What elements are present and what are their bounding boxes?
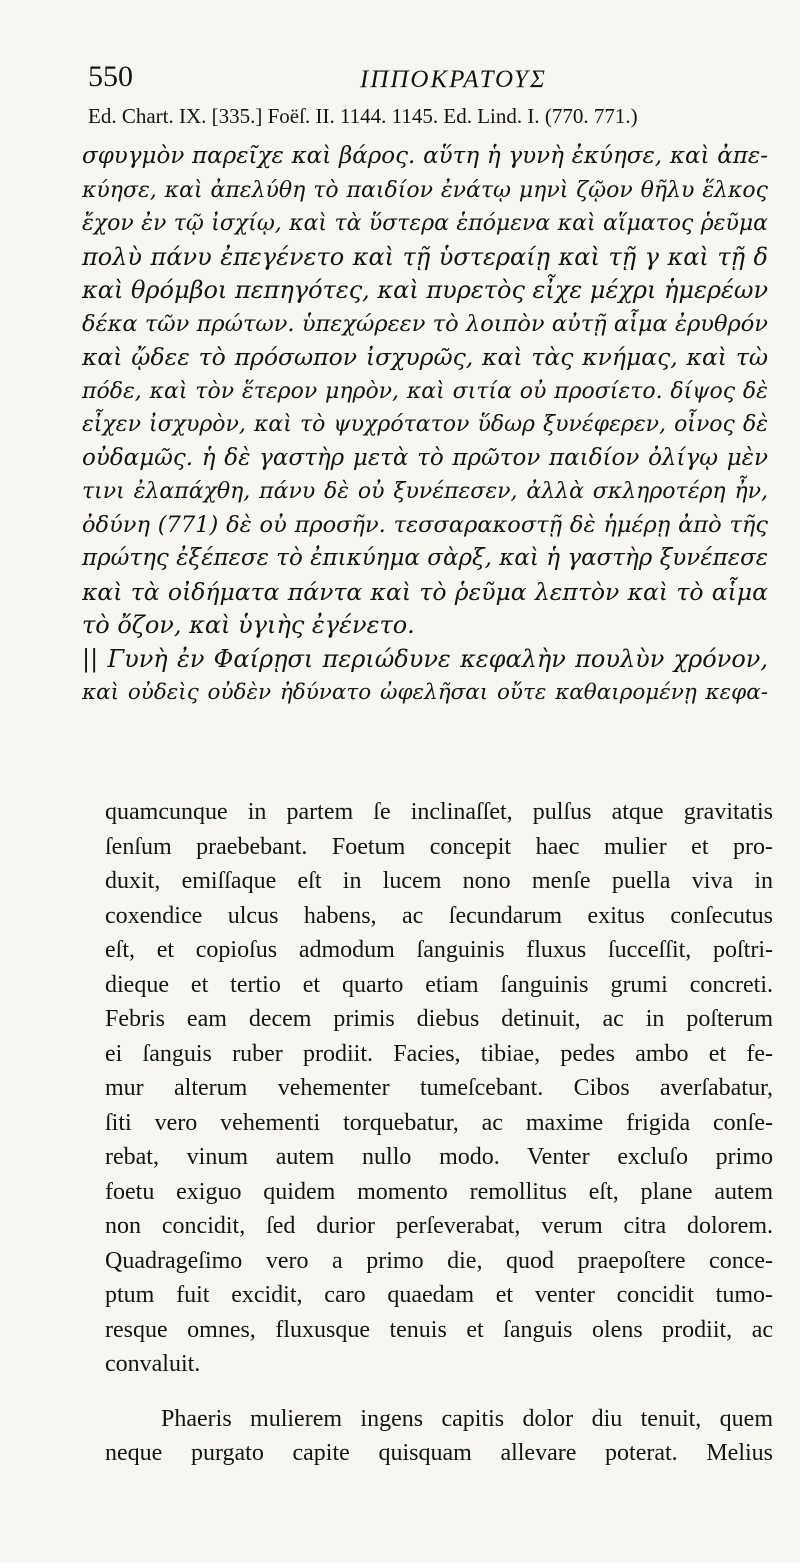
latin-line: resque omnes, fluxusque tenuis et ſanguis olens prodiit, ac [105, 1316, 773, 1343]
latin-line: ſenſum praebebant. Foetum concepit haec mulier et pro- [105, 833, 773, 860]
page-header [88, 60, 728, 100]
greek-line: καὶ τὰ οἰδήματα πάντα καὶ τὸ ῥεῦμα λεπτὸν καὶ τὸ αἷμα [82, 577, 768, 606]
latin-line: mur alterum vehementer tumeſcebant. Cibos averſabatur, [105, 1075, 773, 1101]
greek-line: τὸ ὄζον, καὶ ὑγιὴς ἐγένετο. [82, 611, 415, 639]
latin-line: neque purgato capite quisquam allevare poterat. Melius [105, 1440, 773, 1466]
greek-line: ἔχον ἐν τῷ ἰσχίῳ, καὶ τὰ ὕστερα ἑπόμενα καὶ αἵματος ῥεῦμα [82, 211, 768, 236]
latin-line: Febris eam decem primis diebus detinuit, ac in poſterum [105, 1006, 773, 1032]
latin-line: Quadrageſimo vero a primo die, quod praepoſtere conce- [105, 1247, 773, 1274]
paragraph-gap [105, 1382, 773, 1402]
latin-line: convaluit. [105, 1351, 201, 1377]
greek-line: τινι ἐλαπάχθη, πάνυ δὲ οὐ ξυνέπεσεν, ἀλλὰ σκληροτέρη ἦν, [82, 479, 768, 504]
edition-reference-line: Ed. Chart. IX. [335.] Foëſ. II. 1144. 1145. Ed. Lind. I. (770. 771.) [88, 104, 638, 128]
latin-line: foetu exiguo quidem momento remollitus eſt, plane autem [105, 1178, 773, 1205]
latin-line: rebat, vinum autem nullo modo. Venter excluſo primo [105, 1144, 773, 1170]
greek-line: πρώτης ἐξέπεσε τὸ ἐπικύημα σὰρξ, καὶ ἡ γαστὴρ ξυνέπεσε [82, 545, 769, 571]
greek-line: κύησε, καὶ ἀπελύθη τὸ παιδίον ἐνάτῳ μηνὶ ζῷον θῆλυ ἕλκος [82, 177, 768, 203]
greek-line: σφυγμὸν παρεῖχε καὶ βάρος. αὕτη ἡ γυνὴ ἐκύησε, καὶ ἀπε- [82, 143, 768, 169]
greek-line: πολὺ πάνυ ἐπεγένετο καὶ τῇ ὑστεραίῃ καὶ τῇ γ καὶ τῇ δ [82, 242, 768, 271]
greek-text-block [82, 140, 768, 710]
running-title: ΙΠΠΟΚΡΑΤΟΥΣ [360, 66, 547, 93]
latin-line: duxit, emiſſaque eſt in lucem nono menſe puella viva in [105, 868, 773, 894]
latin-line: ſiti vero vehementi torquebatur, ac maxime frigida conſe- [105, 1109, 773, 1136]
latin-line: ptum fuit excidit, caro quaedam et venter concidit tumo- [105, 1282, 773, 1308]
latin-line: eſt, et copioſus admodum ſanguinis fluxus ſucceſſit, poſtri- [105, 937, 773, 963]
page-number: 550 [88, 60, 133, 93]
latin-text-block [105, 795, 773, 1471]
greek-line: δέκα τῶν πρώτων. ὑπεχώρεεν τὸ λοιπὸν αὐτῇ αἷμα ἐρυθρόν [82, 310, 768, 337]
greek-line: || Γυνὴ ἐν Φαίρῃσι περιώδυνε κεφαλὴν πουλὺν χρόνον, [82, 644, 768, 673]
greek-line: ὀδύνη (771) δὲ οὐ προσῆν. τεσσαρακοστῇ δὲ ἡμέρῃ ἀπὸ τῆς [82, 511, 768, 538]
greek-line: καὶ θρόμβοι πεπηγότες, καὶ πυρετὸς εἶχε μέχρι ἡμερέων [82, 276, 769, 304]
latin-line: Phaeris mulierem ingens capitis dolor diu tenuit, quem [161, 1405, 773, 1432]
greek-line: καὶ ᾤδεε τὸ πρόσωπον ἰσχυρῶς, καὶ τὰς κνήμας, καὶ τὼ [82, 343, 768, 371]
latin-line: quamcunque in partem ſe inclinaſſet, pulſus atque gravitatis [105, 799, 773, 825]
greek-line: καὶ οὐδεὶς οὐδὲν ἠδύνατο ὠφελῆσαι οὔτε καθαιρομένῃ κεφα- [82, 680, 768, 705]
latin-line: ei ſanguis ruber prodiit. Facies, tibiae, pedes ambo et fe- [105, 1040, 773, 1067]
latin-line: non concidit, ſed durior perſeverabat, verum citra dolorem. [105, 1213, 773, 1239]
latin-line: coxendice ulcus habens, ac ſecundarum exitus conſecutus [105, 902, 773, 929]
greek-line: εἶχεν ἰσχυρὸν, καὶ τὸ ψυχρότατον ὕδωρ ξυνέφερεν, οἶνος δὲ [82, 412, 768, 437]
greek-line: πόδε, καὶ τὸν ἕτερον μηρὸν, καὶ σιτία οὐ προσίετο. δίψος δὲ [82, 378, 768, 404]
latin-line: dieque et tertio et quarto etiam ſanguinis grumi concreti. [105, 971, 773, 998]
greek-line: οὐδαμῶς. ἡ δὲ γαστὴρ μετὰ τὸ πρῶτον παιδίον ὀλίγῳ μὲν [82, 444, 768, 471]
